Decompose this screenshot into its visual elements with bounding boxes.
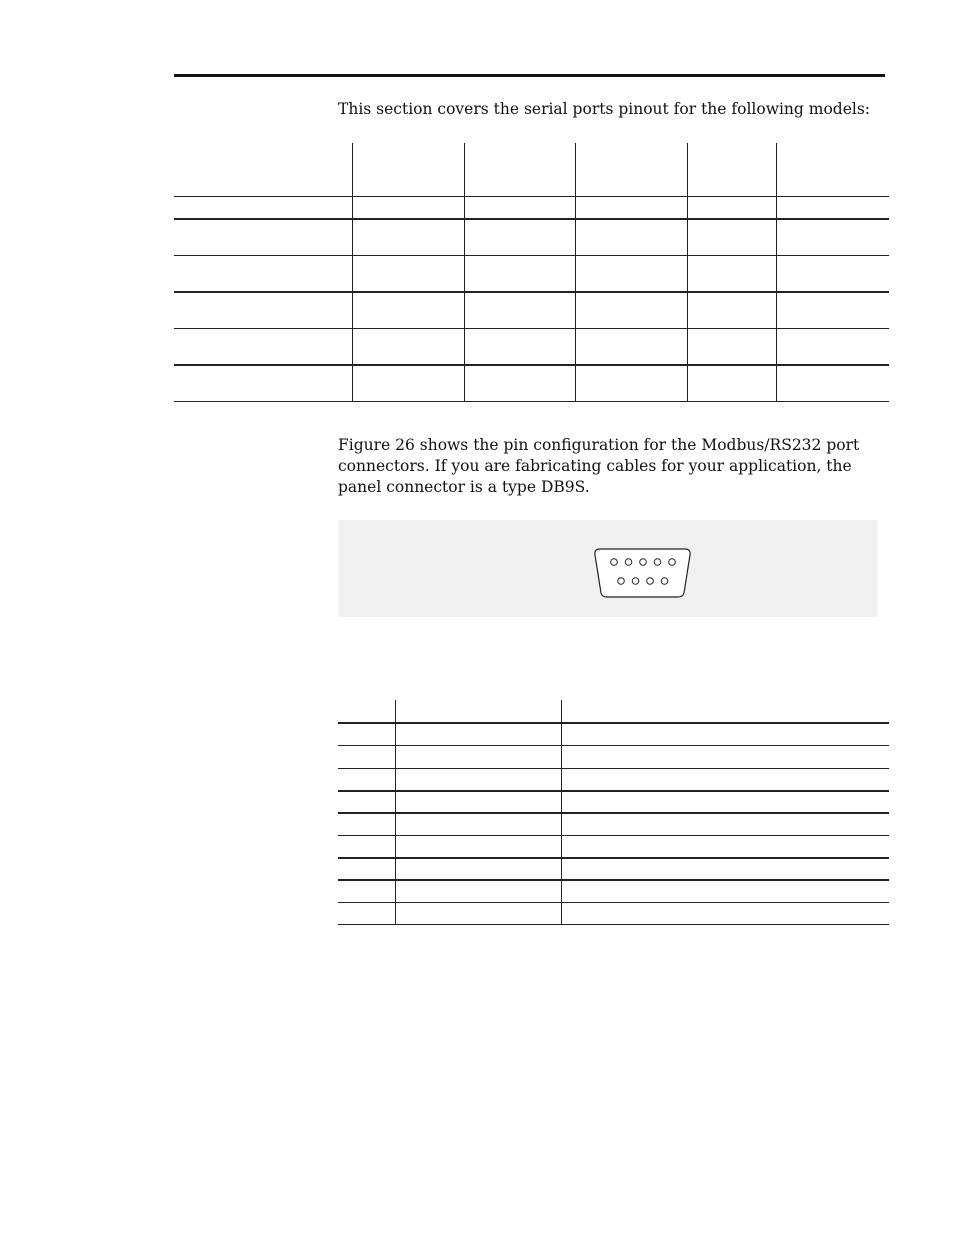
pin-2 [625,559,632,566]
models-row-divider [174,328,889,329]
models-row-divider [174,364,889,366]
pin-assignment-table [338,700,889,925]
header-rule [174,74,885,77]
pins-row-divider [338,879,889,881]
figure-reference-paragraph: Figure 26 shows the pin configuration for the Modbus/RS232 port connectors. If you are fabricating cables for your application, the panel connector is a type DB9S. [338,436,860,496]
models-row-divider [174,196,889,197]
pin-8 [647,578,654,585]
pins-row-divider [338,812,889,814]
pin-6 [618,578,625,585]
pins-row-divider [338,745,889,746]
models-row-divider [174,218,889,220]
pins-row-divider [338,768,889,769]
pins-row-divider [338,857,889,859]
pins-row-divider [338,835,889,836]
pin-5 [669,559,676,566]
pin-9 [661,578,668,585]
pins-row-divider [338,924,889,925]
pins-row-divider [338,902,889,903]
db9-connector-icon [594,547,694,599]
pin-3 [640,559,647,566]
models-row-divider [174,401,889,402]
intro-paragraph: This section covers the serial ports pinout for the following models: [338,100,871,118]
pins-row-divider [338,722,889,724]
pins-row-divider [338,790,889,792]
models-row-divider [174,255,889,256]
connector-figure [338,520,878,617]
pin-1 [611,559,618,566]
models-table [174,143,889,402]
models-row-divider [174,291,889,293]
pin-7 [632,578,639,585]
pin-4 [654,559,661,566]
